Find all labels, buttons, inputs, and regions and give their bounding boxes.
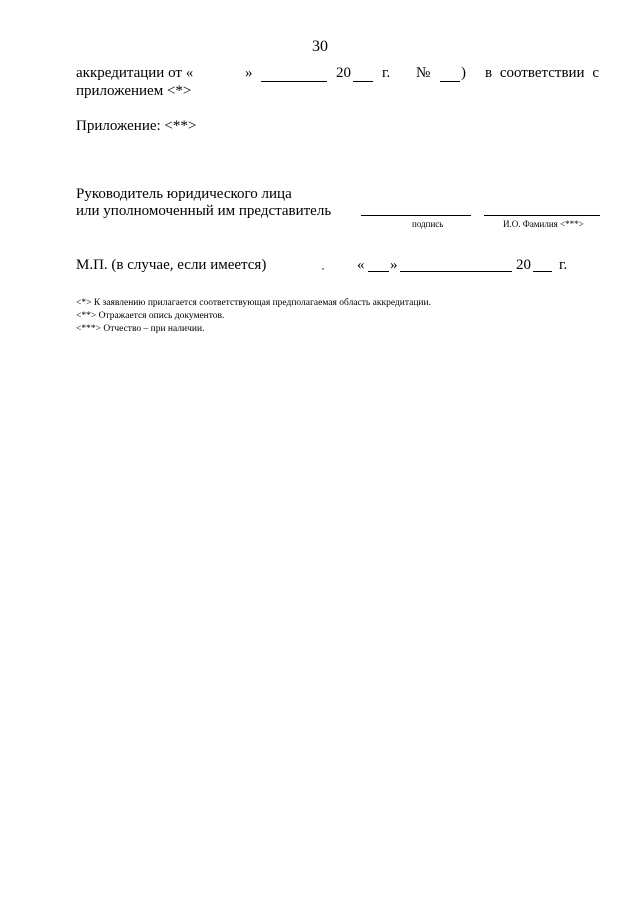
seal-label: М.П. (в случае, если имеется)	[76, 257, 267, 273]
seal-year-blank	[533, 271, 552, 272]
name-blank	[484, 215, 600, 216]
year-blank	[353, 81, 373, 82]
seal-year-prefix: 20	[516, 257, 531, 273]
signatory-line2: или уполномоченный им представитель	[76, 203, 332, 219]
seal-month-blank	[400, 271, 512, 272]
accreditation-tail: в соответствии с	[485, 65, 599, 81]
footnote-1: <*> К заявлению прилагается соответствующая предполагаемая область аккредитации.	[76, 298, 431, 308]
seal-close-quote: »	[390, 257, 398, 273]
signatory-line1: Руководитель юридического лица	[76, 186, 292, 202]
number-sign: №	[416, 65, 431, 81]
seal-open-quote: «	[357, 257, 365, 273]
number-blank	[440, 81, 460, 82]
accreditation-close-quote: »	[245, 65, 253, 81]
name-caption: И.О. Фамилия <***>	[503, 219, 584, 229]
accreditation-year-suffix: г.	[382, 65, 391, 81]
page-number: 30	[312, 38, 328, 55]
accreditation-year-prefix: 20	[336, 65, 351, 81]
day-blank	[368, 271, 389, 272]
accreditation-prefix: аккредитации от «	[76, 65, 194, 81]
seal-year-suffix: г.	[559, 257, 568, 273]
footnote-3: <***> Отчество – при наличии.	[76, 324, 205, 334]
appendix-ref: приложением <*>	[76, 83, 192, 99]
signature-blank	[361, 215, 471, 216]
number-close-paren: )	[461, 65, 466, 81]
footnote-2: <**> Отражается опись документов.	[76, 311, 225, 321]
appendix-label: Приложение: <**>	[76, 118, 197, 134]
signature-caption: подпись	[412, 219, 444, 229]
scan-speck	[322, 268, 324, 270]
month-blank	[261, 81, 327, 82]
